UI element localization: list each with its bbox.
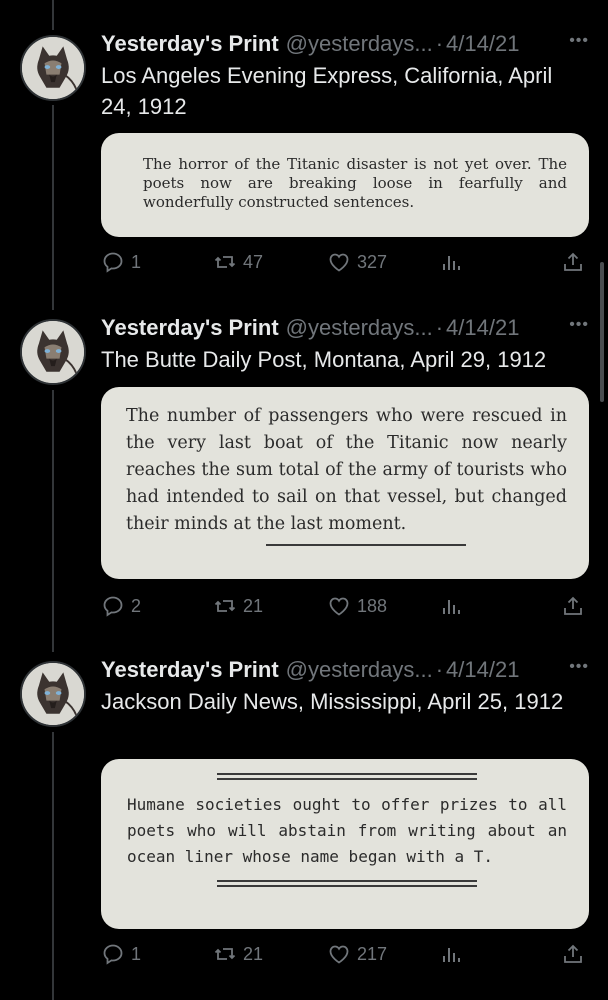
display-name[interactable]: Yesterday's Print [101, 315, 279, 340]
newspaper-clipping-image[interactable] [101, 133, 589, 237]
retweet-icon [213, 250, 237, 274]
retweet-count: 21 [243, 943, 264, 964]
retweet-icon [213, 942, 237, 966]
retweet-count: 47 [243, 251, 264, 272]
like-count: 188 [357, 595, 388, 616]
thread-line-top [52, 0, 54, 30]
clipping-rule-bottom-2 [217, 885, 477, 887]
tweet-actions [101, 942, 591, 970]
like-button[interactable] [327, 942, 387, 966]
separator-dot: · [435, 657, 444, 682]
more-options-icon[interactable]: ••• [569, 32, 589, 49]
display-name[interactable]: Yesterday's Print [101, 657, 279, 682]
like-count: 327 [357, 251, 388, 272]
siamese-cat-avatar-icon [22, 321, 84, 383]
share-icon [561, 942, 585, 966]
retweet-button[interactable] [213, 594, 263, 618]
share-button[interactable] [561, 250, 591, 274]
tweet-actions [101, 250, 591, 278]
reply-icon [101, 250, 125, 274]
reply-button[interactable] [101, 942, 141, 966]
separator-dot: · [435, 31, 444, 56]
clipping-rule [266, 544, 466, 546]
tweet-text: Los Angeles Evening Express, California, April 24, 1912 [101, 63, 553, 119]
avatar[interactable] [20, 661, 86, 727]
analytics-icon [439, 594, 463, 618]
heart-icon [327, 250, 351, 274]
clipping-text: The number of passengers who were rescued in the very last boat of the Titanic now nearly reaches the sum total of the army of tourists who had intended to sail on that vessel, but changed their minds at the last moment. [126, 406, 567, 534]
separator-dot: · [435, 315, 444, 340]
retweet-button[interactable] [213, 942, 263, 966]
more-options-icon[interactable]: ••• [569, 316, 589, 333]
analytics-button[interactable] [439, 594, 469, 618]
clipping-rule-top-2 [217, 778, 477, 780]
timestamp[interactable]: 4/14/21 [446, 315, 520, 340]
share-icon [561, 594, 585, 618]
like-button[interactable] [327, 594, 387, 618]
display-name[interactable]: Yesterday's Print [101, 31, 279, 56]
more-options-icon[interactable]: ••• [569, 658, 589, 675]
handle[interactable]: @yesterdays... [285, 31, 433, 56]
tweet-actions [101, 594, 591, 622]
timestamp[interactable]: 4/14/21 [446, 31, 520, 56]
retweet-count: 21 [243, 595, 264, 616]
handle[interactable]: @yesterdays... [285, 315, 433, 340]
tweet-text: The Butte Daily Post, Montana, April 29, 1912 [101, 347, 547, 372]
reply-button[interactable] [101, 594, 141, 618]
heart-icon [327, 942, 351, 966]
analytics-button[interactable] [439, 250, 469, 274]
avatar[interactable] [20, 35, 86, 101]
scrollbar[interactable] [600, 262, 604, 402]
share-button[interactable] [561, 594, 591, 618]
newspaper-clipping-image[interactable] [101, 759, 589, 929]
analytics-icon [439, 250, 463, 274]
analytics-icon [439, 942, 463, 966]
siamese-cat-avatar-icon [22, 37, 84, 99]
clipping-rule-bottom [217, 880, 477, 882]
clipping-rule-top [217, 773, 477, 775]
avatar[interactable] [20, 319, 86, 385]
like-button[interactable] [327, 250, 387, 274]
timestamp[interactable]: 4/14/21 [446, 657, 520, 682]
tweet[interactable] [0, 654, 608, 974]
clipping-text: The horror of the Titanic disaster is not yet over. The poets now are breaking loose in fearfully and wonderfully constructed sentences. [143, 155, 567, 211]
retweet-button[interactable] [213, 250, 263, 274]
reply-icon [101, 594, 125, 618]
share-button[interactable] [561, 942, 591, 966]
tweet[interactable] [0, 28, 608, 290]
tweet-text: Jackson Daily News, Mississippi, April 25, 1912 [101, 689, 564, 714]
heart-icon [327, 594, 351, 618]
clipping-text: Humane societies ought to offer prizes to all poets who will abstain from writing about an ocean liner whose name began with a T. [127, 795, 567, 866]
handle[interactable]: @yesterdays... [285, 657, 433, 682]
like-count: 217 [357, 943, 388, 964]
reply-button[interactable] [101, 250, 141, 274]
reply-count: 1 [131, 251, 142, 272]
retweet-icon [213, 594, 237, 618]
newspaper-clipping-image[interactable] [101, 387, 589, 579]
reply-count: 2 [131, 595, 142, 616]
siamese-cat-avatar-icon [22, 663, 84, 725]
reply-icon [101, 942, 125, 966]
reply-count: 1 [131, 943, 142, 964]
tweet[interactable] [0, 312, 608, 624]
analytics-button[interactable] [439, 942, 469, 966]
share-icon [561, 250, 585, 274]
